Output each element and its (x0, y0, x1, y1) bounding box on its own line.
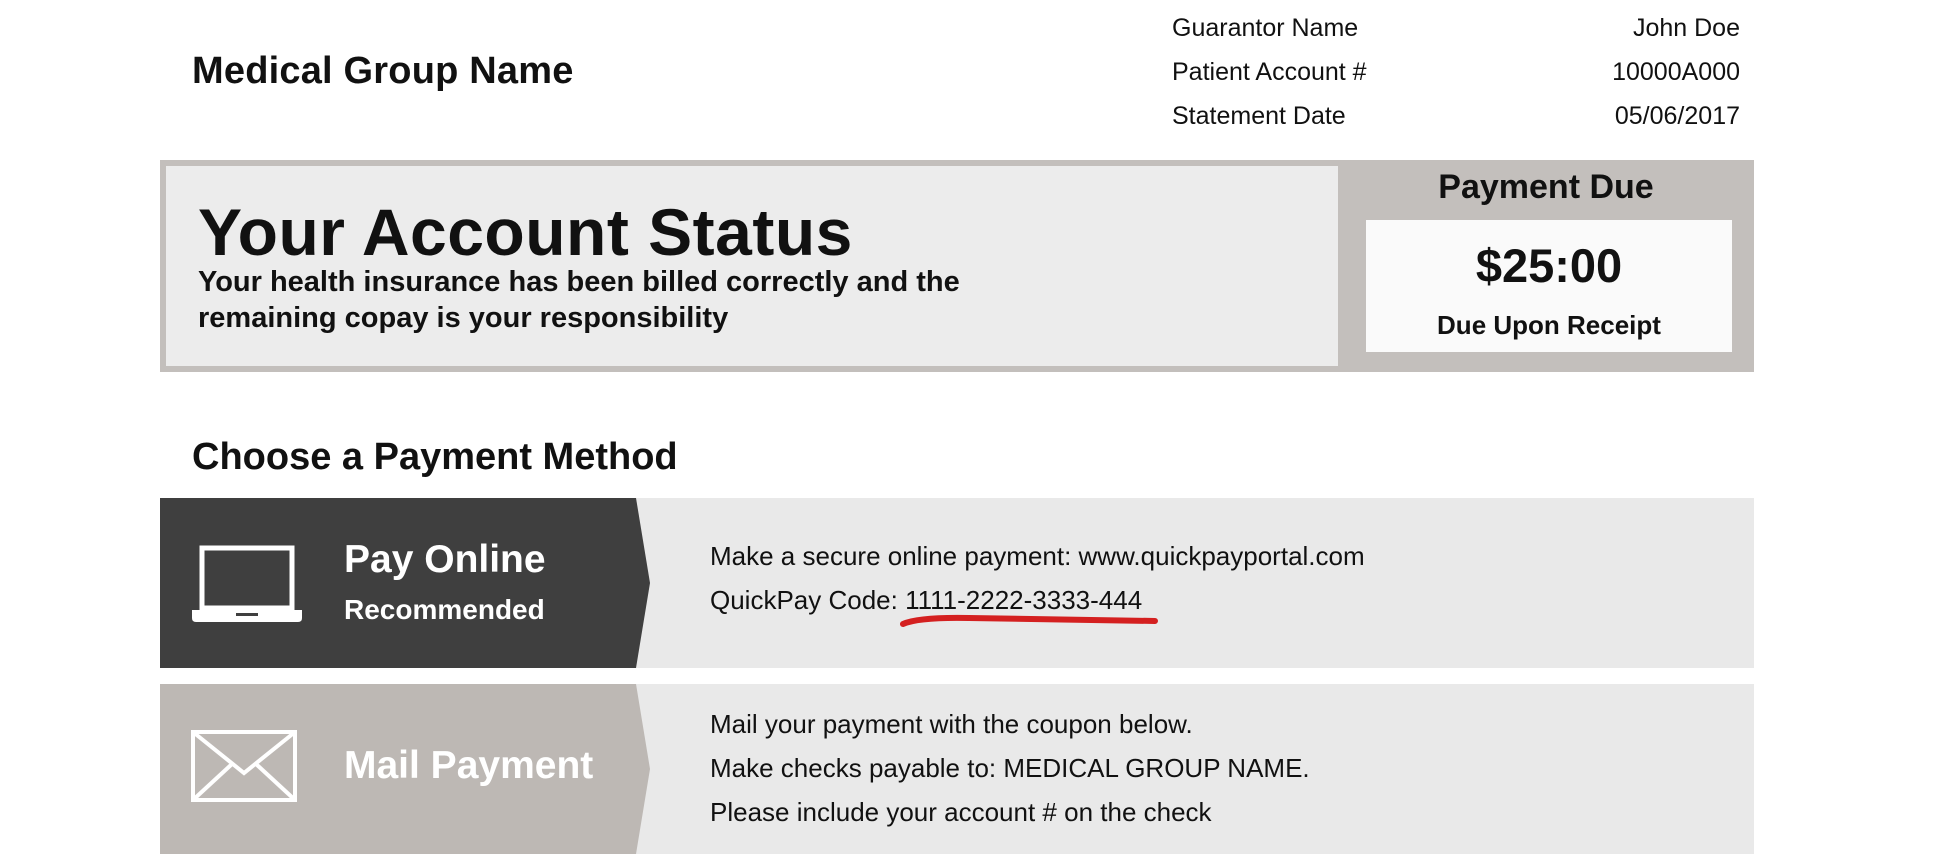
account-status-description: Your health insurance has been billed correctly and the remaining copay is your responsibility (198, 266, 960, 334)
account-status-summary (166, 166, 1338, 366)
payment-method-heading: Choose a Payment Method (192, 436, 678, 478)
red-underline-mark (899, 612, 1159, 632)
payment-due-amount: $25:00 (1475, 239, 1623, 292)
quickpay-code-value: 1111-2222-3333-444 (905, 585, 1143, 615)
payment-due-terms: Due Upon Receipt (1437, 310, 1661, 340)
mail-instruction-1: Mail your payment with the coupon below. (710, 709, 1193, 739)
online-payment-instructions: Make a secure online payment: www.quickpayportal.com (710, 541, 1365, 571)
account-meta (1172, 6, 1740, 138)
mail-payment-details (710, 702, 1310, 834)
laptop-icon (190, 544, 304, 631)
payment-due-heading: Payment Due (1438, 168, 1654, 206)
pay-online-option (160, 498, 1754, 668)
account-status-panel (160, 160, 1754, 372)
medical-group-name: Medical Group Name (192, 50, 574, 92)
pay-online-tab (160, 498, 650, 668)
pay-online-details (710, 534, 1365, 622)
envelope-icon (190, 729, 298, 808)
pay-online-title: Pay Online (344, 538, 546, 581)
statement-date-value: 05/06/2017 (1614, 102, 1740, 130)
account-status-title: Your Account Status (198, 195, 853, 269)
mail-payment-title: Mail Payment (344, 744, 594, 787)
mail-payment-tab (160, 684, 650, 854)
quickpay-code-label: QuickPay Code: (710, 585, 906, 615)
pay-online-recommended: Recommended (344, 594, 545, 625)
guarantor-row (1172, 6, 1740, 50)
account-number-label: Patient Account # (1172, 58, 1367, 86)
mail-payment-option (160, 684, 1754, 854)
quickpay-code-line (710, 578, 1365, 622)
account-number-value: 10000A000 (1612, 58, 1740, 86)
mail-instruction-3: Please include your account # on the check (710, 797, 1212, 827)
guarantor-value: John Doe (1632, 14, 1740, 42)
statement-date-label: Statement Date (1172, 102, 1346, 130)
quickpay-code (905, 578, 1142, 622)
guarantor-label: Guarantor Name (1172, 14, 1359, 42)
payment-due-card (1366, 220, 1732, 352)
statement-date-row (1172, 94, 1740, 138)
mail-instruction-2: Make checks payable to: MEDICAL GROUP NAME. (710, 753, 1310, 783)
account-number-row (1172, 50, 1740, 94)
